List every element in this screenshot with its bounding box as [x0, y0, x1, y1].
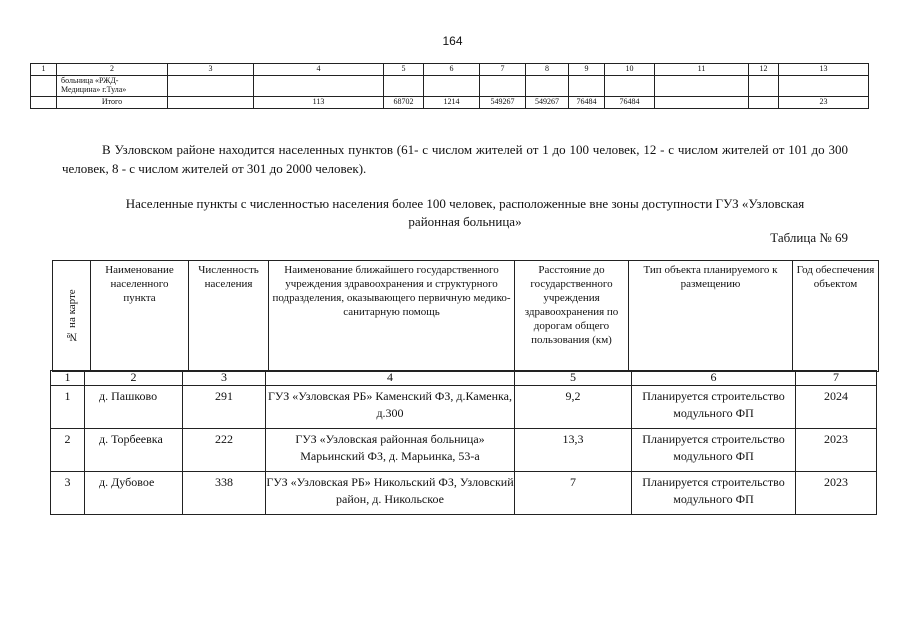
column-number: 7 — [480, 64, 526, 76]
total-value: 76484 — [569, 97, 605, 109]
table-row — [51, 386, 877, 429]
place-cell: д. Торбеевка — [85, 429, 183, 472]
distance-cell: 9,2 — [515, 386, 632, 429]
year-cell: 2024 — [796, 386, 877, 429]
header-cell-place: Наименование населенного пункта — [91, 261, 189, 372]
total-value: 76484 — [605, 97, 655, 109]
total-value: 1214 — [424, 97, 480, 109]
total-value: 549267 — [480, 97, 526, 109]
column-number: 13 — [779, 64, 869, 76]
column-number: 9 — [569, 64, 605, 76]
column-number: 8 — [526, 64, 569, 76]
column-number: 1 — [51, 371, 85, 386]
header-cell-type: Тип объекта планируемого к размещению — [629, 261, 793, 372]
header-cell-population: Численность населения — [189, 261, 269, 372]
institution-cell: ГУЗ «Узловская РБ» Каменский ФЗ, д.Каменка, д.300 — [266, 386, 515, 429]
object-type-cell: Планируется строительство модульного ФП — [632, 472, 796, 515]
object-type-cell: Планируется строительство модульного ФП — [632, 429, 796, 472]
total-value: 23 — [779, 97, 869, 109]
continuation-table — [30, 63, 869, 109]
main-table-header — [52, 260, 879, 372]
table-number-label: Таблица № 69 — [770, 230, 848, 245]
column-number: 4 — [266, 371, 515, 386]
population-cell: 222 — [183, 429, 266, 472]
column-number: 6 — [632, 371, 796, 386]
distance-cell: 7 — [515, 472, 632, 515]
column-number: 4 — [254, 64, 384, 76]
column-number: 2 — [85, 371, 183, 386]
section-heading: Населенные пункты с численностью населения более 100 человек, расположенные вне зоны доступности ГУЗ «Узловская районная больница» — [125, 196, 805, 229]
column-number: 6 — [424, 64, 480, 76]
page-number: 164 — [442, 34, 463, 48]
distance-cell: 13,3 — [515, 429, 632, 472]
place-cell: д. Пашково — [85, 386, 183, 429]
total-value: 549267 — [526, 97, 569, 109]
header-cell-year: Год обеспечения объектом — [793, 261, 879, 372]
total-value: 113 — [254, 97, 384, 109]
institution-cell: ГУЗ «Узловская РБ» Никольский ФЗ, Узловский район, д. Никольское — [266, 472, 515, 515]
population-cell: 291 — [183, 386, 266, 429]
map-number-cell: 3 — [51, 472, 85, 515]
column-number: 5 — [384, 64, 424, 76]
population-cell: 338 — [183, 472, 266, 515]
total-label: Итого — [57, 97, 168, 109]
header-cell-distance: Расстояние до государственного учреждения здравоохранения по дорогам общего пользования (км) — [515, 261, 629, 372]
column-number: 3 — [183, 371, 266, 386]
table-row — [31, 76, 869, 97]
header-cell-institution: Наименование ближайшего государственного учреждения здравоохранения и структурного подразделения, оказывающего первичную медико-санитарную помощь — [269, 261, 515, 372]
column-number-row — [31, 64, 869, 76]
year-cell: 2023 — [796, 429, 877, 472]
column-number: 7 — [796, 371, 877, 386]
table-row — [51, 429, 877, 472]
total-value: 68702 — [384, 97, 424, 109]
year-cell: 2023 — [796, 472, 877, 515]
map-number-cell: 1 — [51, 386, 85, 429]
total-row — [31, 97, 869, 109]
column-number: 11 — [655, 64, 749, 76]
header-cell-map-number: № на карте — [53, 261, 91, 372]
place-cell: д. Дубовое — [85, 472, 183, 515]
body-paragraph: В Узловском районе находится населенных пунктов (61- с числом жителей от 1 до 100 человек, 12 - с числом жителей от 101 до 300 человек, 8 - с числом жителей от 301 до 2000 человек). — [62, 142, 848, 176]
column-number: 1 — [31, 64, 57, 76]
object-type-cell: Планируется строительство модульного ФП — [632, 386, 796, 429]
table-row — [51, 472, 877, 515]
institution-cell: ГУЗ «Узловская районная больница» Марьинский ФЗ, д. Марьинка, 53-а — [266, 429, 515, 472]
map-number-cell: 2 — [51, 429, 85, 472]
header-row — [53, 261, 879, 372]
main-table-body — [50, 370, 877, 515]
column-number-row — [51, 371, 877, 386]
institution-name-cell: больница «РЖД- Медицина» г.Тула» — [57, 76, 168, 97]
column-number: 2 — [57, 64, 168, 76]
column-number: 5 — [515, 371, 632, 386]
column-number: 3 — [168, 64, 254, 76]
column-number: 12 — [749, 64, 779, 76]
column-number: 10 — [605, 64, 655, 76]
